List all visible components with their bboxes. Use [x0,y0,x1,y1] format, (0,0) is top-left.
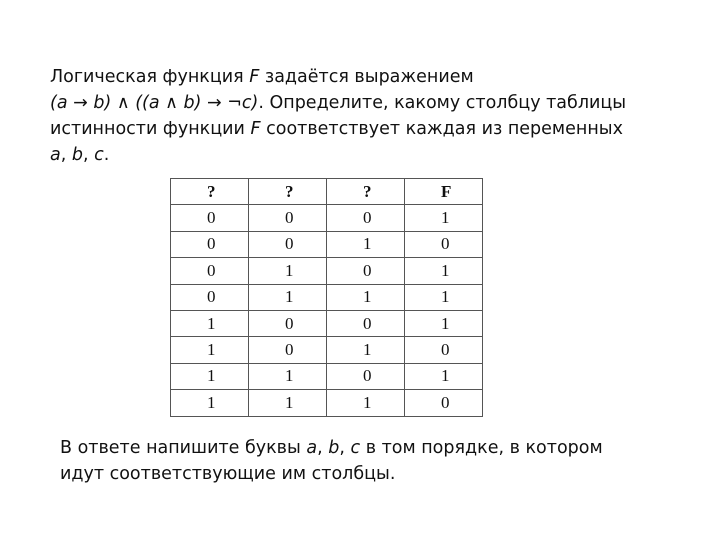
answer-text: идут соответствующие им столбцы. [60,464,396,484]
table-cell: 1 [405,258,483,284]
column-header: F [405,179,483,205]
table-cell: 0 [249,205,327,231]
table-row [171,337,483,363]
answer-instructions [60,435,603,487]
task-line-3 [50,116,626,142]
table-row [171,390,483,416]
table-cell: 1 [327,231,405,257]
variable-c: c [94,145,104,165]
variable-a: a [306,438,318,458]
table-cell: 0 [171,205,249,231]
table-cell: 1 [405,284,483,310]
task-text: соответствует каждая из переменных [260,119,623,139]
answer-text: В ответе напишите буквы [60,438,307,458]
table-row [171,258,483,284]
table-cell: 0 [249,337,327,363]
variable-c: c [350,438,361,458]
formula: (a → b) ∧ ((a ∧ b) → ¬c) [50,93,259,113]
table-cell: 0 [249,310,327,336]
task-text: . Определите, какому столбцу таблицы [258,93,627,113]
table-cell: 1 [249,390,327,416]
table-cell: 1 [171,337,249,363]
table-cell: 1 [405,363,483,389]
truth-table [170,178,483,417]
answer-text: в том порядке, в котором [360,438,603,458]
table-cell: 0 [405,337,483,363]
table-row [171,363,483,389]
table-row [171,284,483,310]
table-row [171,205,483,231]
table-cell: 1 [405,310,483,336]
separator: , [82,145,95,165]
variable-a: a [50,145,61,165]
table-cell: 1 [171,390,249,416]
table-cell: 1 [171,310,249,336]
table-cell: 0 [171,284,249,310]
answer-line-2 [60,461,603,487]
table-cell: 0 [405,231,483,257]
separator: . [103,145,110,165]
table-cell: 0 [249,231,327,257]
function-name: F [249,67,260,87]
variable-b: b [328,438,340,458]
table-cell: 1 [327,390,405,416]
separator: , [60,145,72,165]
table-cell: 0 [327,258,405,284]
separator: , [317,438,329,458]
table-cell: 0 [327,363,405,389]
column-header: ? [249,179,327,205]
table-cell: 1 [327,284,405,310]
table-cell: 1 [249,284,327,310]
table-cell: 0 [327,205,405,231]
task-line-4 [50,142,626,168]
table-cell: 1 [171,363,249,389]
task-line-1 [50,64,626,90]
table-cell: 1 [249,258,327,284]
table-cell: 0 [327,310,405,336]
separator: , [339,438,351,458]
task-statement [50,64,626,168]
task-text: Логическая функция [50,67,250,87]
variable-b: b [71,145,83,165]
task-text: задаётся выражением [259,67,474,87]
table-row [171,310,483,336]
table-header-row [171,179,483,205]
task-line-2 [50,90,626,116]
table-row [171,231,483,257]
answer-line-1 [60,435,603,461]
table-cell: 1 [327,337,405,363]
column-header: ? [171,179,249,205]
table-cell: 1 [405,205,483,231]
table-cell: 0 [171,258,249,284]
table-cell: 1 [249,363,327,389]
function-name: F [250,119,261,139]
column-header: ? [327,179,405,205]
table-cell: 0 [405,390,483,416]
table-cell: 0 [171,231,249,257]
task-text: истинности функции [50,119,251,139]
